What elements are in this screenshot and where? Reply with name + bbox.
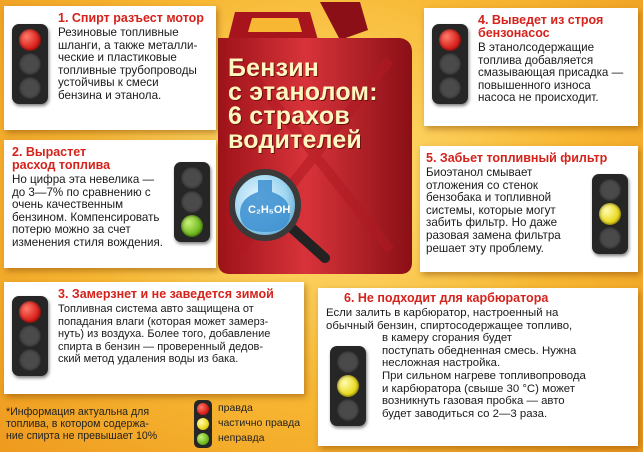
- traffic-light-icon: [330, 346, 366, 426]
- lamp-green: [439, 77, 461, 99]
- traffic-light-icon: [432, 24, 468, 104]
- card-title: 6. Не подходит для карбюратора: [344, 291, 549, 305]
- card-text: [426, 167, 586, 255]
- lamp-yellow: [439, 53, 461, 75]
- text-line: повышенного износа: [478, 78, 591, 92]
- title-line: 2. Вырастет: [12, 145, 87, 159]
- text-line: В этанолсодержащие: [478, 41, 595, 54]
- lamp-green: [181, 215, 203, 237]
- text-line: шланги, а также металли-: [58, 38, 198, 52]
- lamp-green: [19, 349, 41, 371]
- card-text: [58, 27, 214, 103]
- traffic-light-icon: [12, 296, 48, 376]
- legend-red-dot: [197, 403, 209, 415]
- title-line: Бензин: [228, 54, 320, 82]
- lamp-red: [599, 179, 621, 201]
- text-line: топливные трубопроводы: [58, 63, 197, 77]
- legend-label-partly: частично правда: [218, 417, 301, 429]
- text-line: решает эту проблему.: [426, 241, 544, 255]
- card-text: [478, 42, 634, 105]
- text-line: разовая замена фильтра: [426, 228, 561, 242]
- footnote-line: *Информация актуальна для: [6, 406, 150, 418]
- card-title: [12, 146, 172, 172]
- card-title: 3. Замерзнет и не заведется зимой: [58, 287, 274, 301]
- footnote: [6, 406, 166, 442]
- footnote-line: топлива, в котором содержа-: [6, 418, 149, 430]
- text-line: устойчивы к смеси: [58, 76, 159, 90]
- lamp-green: [599, 227, 621, 249]
- text-line: Топливная система авто защищена от: [58, 303, 254, 315]
- myth-card-3: [4, 282, 304, 394]
- text-line: в камеру сгорания будет: [382, 332, 513, 345]
- legend-label-false: неправда: [218, 432, 265, 444]
- text-line: насоса не происходит.: [478, 91, 599, 105]
- title-line: 6 страхов: [228, 102, 350, 130]
- text-line: Если залить в карбюратор, настроенный на: [326, 307, 559, 319]
- page-title: [228, 56, 398, 152]
- lamp-green: [337, 399, 359, 421]
- lamp-green: [19, 77, 41, 99]
- text-line: смазывающая присадка —: [478, 66, 624, 80]
- myth-card-2: [4, 140, 216, 268]
- text-line: При сильном нагреве топливопровода: [382, 369, 586, 382]
- lamp-yellow: [181, 191, 203, 213]
- title-line: 4. Выведет из строя: [478, 13, 604, 27]
- traffic-light-icon: [174, 162, 210, 242]
- myth-card-5: [420, 146, 638, 272]
- card-text: [326, 307, 632, 420]
- text-line: потерю можно за счет: [12, 223, 131, 237]
- legend-label-true: правда: [218, 402, 253, 414]
- card-text: [12, 174, 172, 250]
- lamp-red: [19, 301, 41, 323]
- text-line: и карбюратора (свыше 30 °С) может: [382, 382, 575, 395]
- card-text: [58, 303, 302, 366]
- lamp-yellow: [599, 203, 621, 225]
- lamp-red: [19, 29, 41, 51]
- text-line: бензобака и топливной: [426, 191, 552, 205]
- myth-card-4: [424, 8, 638, 126]
- text-line: Биоэтанол смывает: [426, 166, 533, 179]
- title-line: с этанолом:: [228, 78, 378, 106]
- legend-green-dot: [197, 433, 209, 445]
- card-title: 1. Спирт разъест мотор: [58, 11, 204, 25]
- text-line: Но цифра эта невелика —: [12, 173, 155, 186]
- text-line: ческие и пластиковые: [58, 51, 177, 65]
- text-line: бензина и этанола.: [58, 88, 162, 102]
- text-line: топлива добавляется: [478, 53, 594, 67]
- lamp-yellow: [19, 325, 41, 347]
- myth-card-6: [318, 288, 638, 446]
- text-line: бензином. Компенсировать: [12, 210, 160, 224]
- title-line: водителей: [228, 126, 362, 154]
- text-line: спирта в бензин — проверенный дедов-: [58, 340, 264, 353]
- card-title: 5. Забьет топливный фильтр: [426, 151, 608, 165]
- text-line: поступать обедненная смесь. Нужна: [382, 344, 577, 357]
- card-title: [478, 14, 634, 40]
- lamp-red: [439, 29, 461, 51]
- text-line: обычный бензин, спиртосодержащее топливо,: [326, 319, 573, 332]
- lamp-red: [337, 351, 359, 373]
- text-line: ский метод удаления воды из бака.: [58, 353, 239, 366]
- lamp-yellow: [337, 375, 359, 397]
- text-line: несложная настройка.: [382, 357, 501, 370]
- myth-card-1: [4, 6, 216, 130]
- text-line: очень качественным: [12, 198, 124, 212]
- title-line: бензонасос: [478, 26, 550, 40]
- text-line: попадания влаги (которая может замерз-: [58, 315, 269, 328]
- text-line: будет заводиться со 2—3 раза.: [382, 407, 548, 420]
- text-line: нуть) из воздуха. Более того, добавление: [58, 328, 271, 341]
- text-line: Резиновые топливные: [58, 26, 179, 39]
- text-line: забить фильтр. Но даже: [426, 216, 558, 230]
- traffic-light-icon: [592, 174, 628, 254]
- formula-label: C₂H₅OH: [248, 204, 291, 216]
- legend-yellow-dot: [197, 418, 209, 430]
- lamp-red: [181, 167, 203, 189]
- title-line: расход топлива: [12, 158, 111, 172]
- text-line: отложения со стенок: [426, 178, 538, 192]
- text-line: системы, которые могут: [426, 203, 556, 217]
- text-line: возникнуть газовая пробка — авто: [382, 395, 565, 408]
- lamp-yellow: [19, 53, 41, 75]
- traffic-light-icon: [12, 24, 48, 104]
- text-line: изменения стиля вождения.: [12, 235, 163, 249]
- footnote-line: ние спирта не превышает 10%: [6, 430, 158, 442]
- text-line: до 3—7% по сравнению с: [12, 185, 151, 199]
